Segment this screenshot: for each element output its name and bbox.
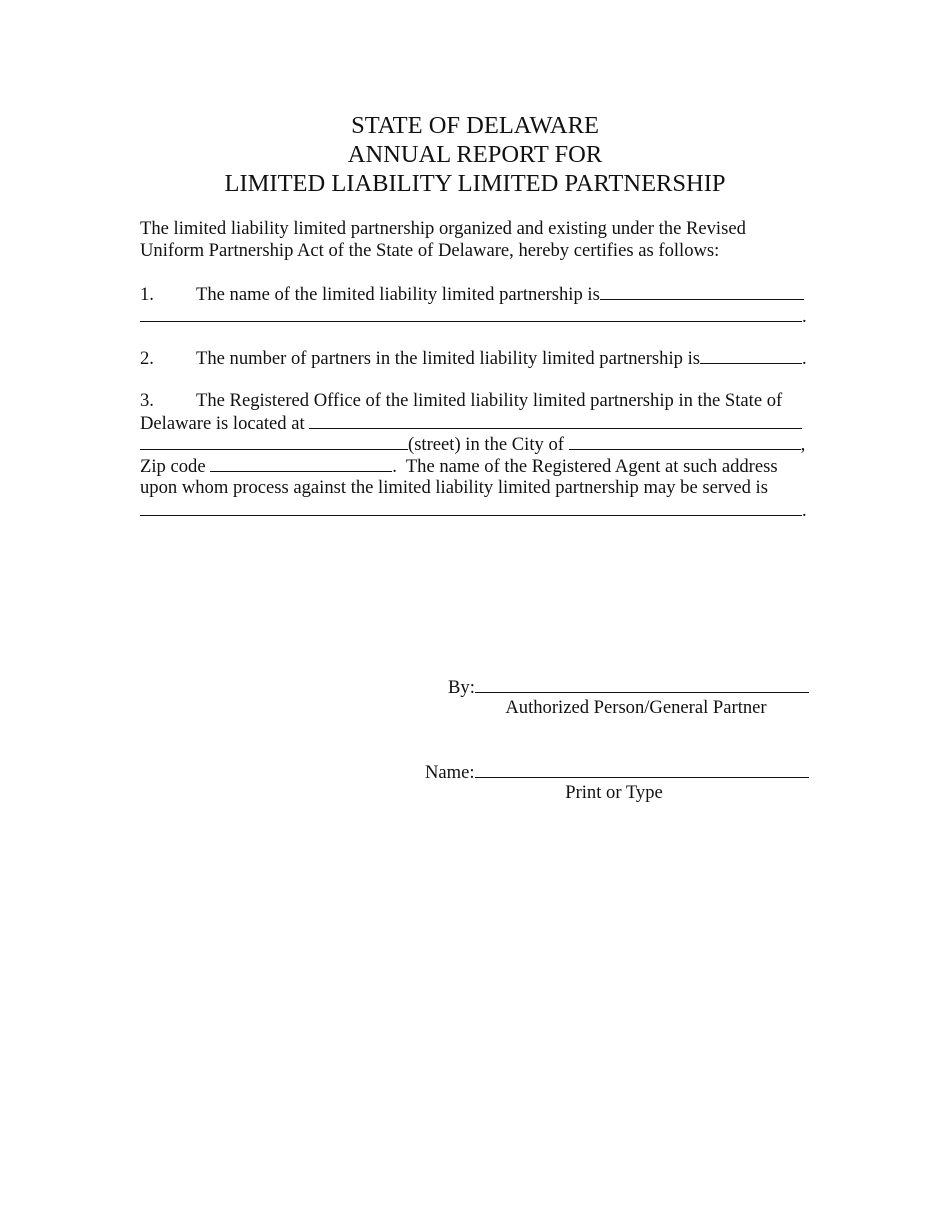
item-2-text: The number of partners in the limited liability limited partnership is	[196, 348, 700, 369]
zip-label: Zip code	[140, 456, 211, 477]
city-comma: ,	[800, 434, 806, 455]
city-field[interactable]	[569, 433, 801, 450]
signature-field[interactable]	[475, 676, 809, 693]
item-3-period: .	[802, 500, 807, 521]
item-3-line-2	[140, 412, 802, 435]
title-line-3: LIMITED LIABILITY LIMITED PARTNERSHIP	[224, 170, 726, 197]
street-label: (street) in the City of	[408, 434, 569, 455]
partner-count-field[interactable]	[700, 347, 802, 364]
by-line	[448, 676, 809, 699]
item-2	[140, 347, 807, 370]
title-line-2: ANNUAL REPORT FOR	[347, 141, 603, 168]
by-label: By:	[448, 677, 475, 698]
by-caption: Authorized Person/General Partner	[505, 697, 767, 718]
item-1-number: 1.	[140, 284, 154, 305]
partnership-name-field[interactable]	[600, 283, 804, 300]
item-3-line-1	[140, 390, 782, 412]
name-line	[425, 761, 809, 784]
intro-line-2: Uniform Partnership Act of the State of Delaware, hereby certifies as follows:	[140, 240, 720, 261]
street-field[interactable]	[140, 433, 408, 450]
item-2-period: .	[801, 348, 807, 369]
item-3-line-5: upon whom process against the limited liability limited partnership may be served is	[140, 477, 768, 498]
item-3-line-6	[140, 499, 807, 522]
registered-office-field[interactable]	[309, 412, 802, 429]
item-3-number: 3.	[140, 390, 154, 411]
item-3-line-3	[140, 433, 805, 456]
title-line-1: STATE OF DELAWARE	[351, 112, 599, 139]
item-1-text: The name of the limited liability limited partnership is	[196, 284, 600, 305]
located-at-label: Delaware is located at	[140, 413, 310, 434]
partnership-name-field-line-2[interactable]	[140, 305, 802, 322]
item-3-text: The Registered Office of the limited liability limited partnership in the State of	[196, 390, 783, 411]
item-1-continuation	[140, 305, 807, 328]
item-2-number: 2.	[140, 348, 154, 369]
registered-agent-field[interactable]	[140, 499, 802, 516]
name-caption: Print or Type	[565, 782, 663, 803]
item-3-line-4	[140, 455, 778, 478]
agent-text: . The name of the Registered Agent at such address	[392, 456, 778, 477]
item-1-period: .	[802, 306, 807, 327]
intro-line-1: The limited liability limited partnership organized and existing under the Revised	[140, 218, 746, 239]
zip-code-field[interactable]	[210, 455, 392, 472]
name-label: Name:	[425, 762, 475, 783]
printed-name-field[interactable]	[475, 761, 809, 778]
item-1	[140, 283, 804, 306]
